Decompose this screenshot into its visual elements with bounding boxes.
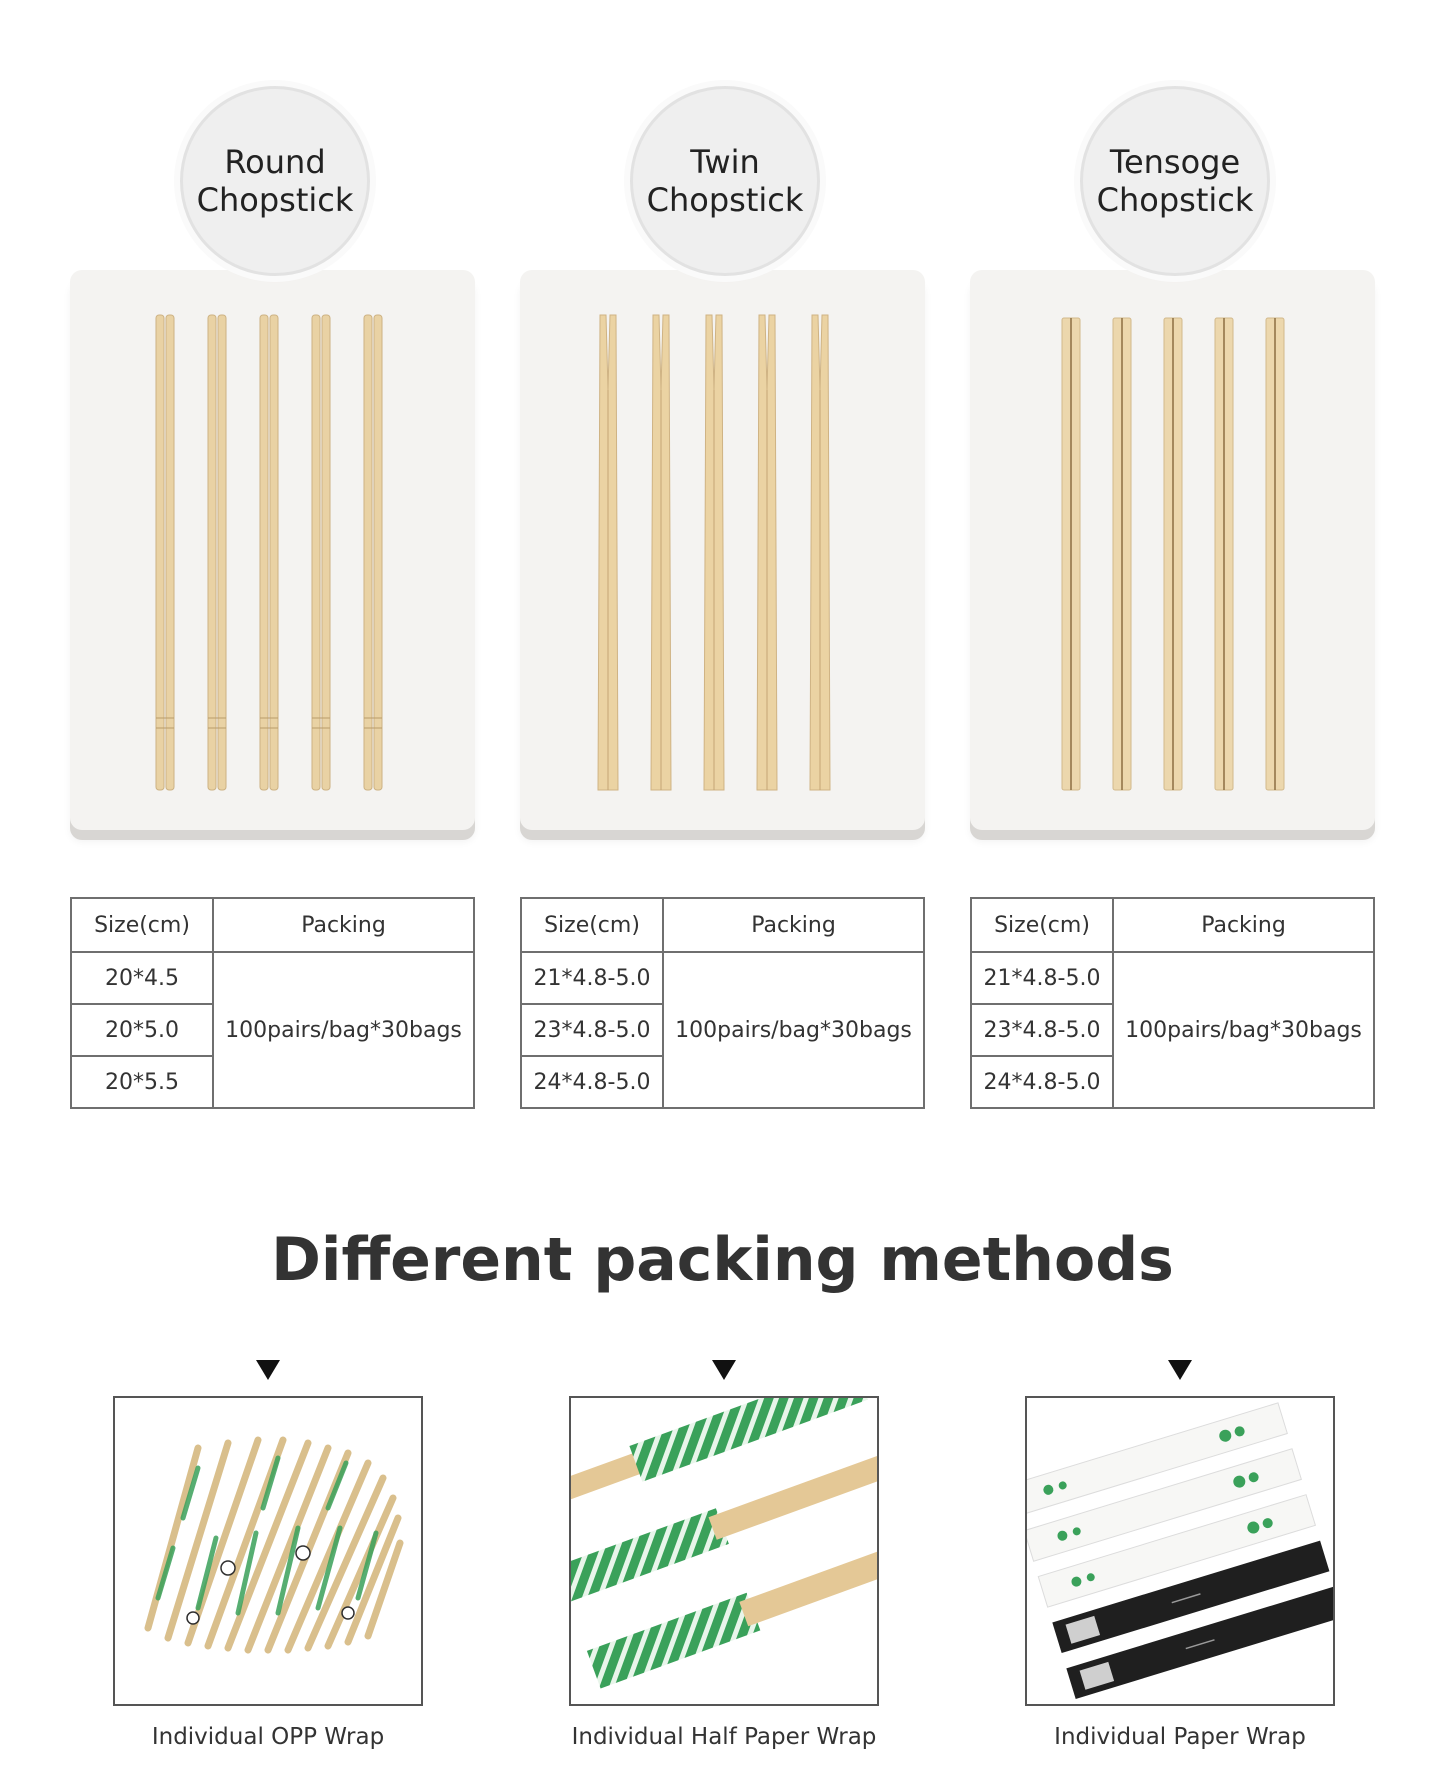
triangle-down-icon: [256, 1360, 280, 1380]
spec-table-round: [70, 897, 475, 1109]
header-size: Size(cm): [71, 898, 213, 952]
product-badge: [180, 86, 370, 276]
badge-line2: Chopstick: [646, 181, 804, 219]
header-packing: Packing: [1113, 898, 1374, 952]
size-cell: 20*4.5: [71, 952, 213, 1004]
badge-line1: Twin: [690, 143, 760, 181]
spec-table-tensoge: [970, 897, 1375, 1109]
badge-line1: Round: [224, 143, 326, 181]
header-size: Size(cm): [971, 898, 1113, 952]
triangle-down-icon: [712, 1360, 736, 1380]
badge-line2: Chopstick: [1096, 181, 1254, 219]
size-cell: 23*4.8-5.0: [971, 1004, 1113, 1056]
tensoge-chopsticks-illustration: [970, 270, 1375, 830]
half-paper-wrap-illustration: [571, 1398, 877, 1704]
size-cell: 24*4.8-5.0: [971, 1056, 1113, 1108]
packing-caption: Individual OPP Wrap: [151, 1724, 385, 1750]
opp-wrap-illustration: [115, 1398, 421, 1704]
triangle-down-icon: [1168, 1360, 1192, 1380]
header-size: Size(cm): [521, 898, 663, 952]
badge-line1: Tensoge: [1109, 143, 1241, 181]
packing-section-title: Different packing methods: [271, 1225, 1174, 1295]
product-badge: [1080, 86, 1270, 276]
size-cell: 23*4.8-5.0: [521, 1004, 663, 1056]
header-packing: Packing: [213, 898, 474, 952]
product-badge: [630, 86, 820, 276]
packing-cell: 100pairs/bag*30bags: [663, 952, 924, 1108]
spec-table-twin: [520, 897, 925, 1109]
badge-line2: Chopstick: [196, 181, 354, 219]
twin-chopsticks-illustration: [520, 270, 925, 830]
packing-image-paper-wrap: [1025, 1396, 1335, 1706]
packing-caption: Individual Paper Wrap: [1054, 1724, 1306, 1750]
size-cell: 21*4.8-5.0: [971, 952, 1113, 1004]
size-cell: 24*4.8-5.0: [521, 1056, 663, 1108]
round-chopsticks-illustration: [70, 270, 475, 830]
product-image-twin-chopstick: [520, 270, 925, 830]
header-packing: Packing: [663, 898, 924, 952]
packing-image-opp-wrap: [113, 1396, 423, 1706]
paper-wrap-illustration: [1027, 1398, 1333, 1704]
size-cell: 20*5.0: [71, 1004, 213, 1056]
product-image-round-chopstick: [70, 270, 475, 830]
product-image-tensoge-chopstick: [970, 270, 1375, 830]
packing-cell: 100pairs/bag*30bags: [213, 952, 474, 1108]
packing-caption: Individual Half Paper Wrap: [571, 1724, 877, 1750]
size-cell: 20*5.5: [71, 1056, 213, 1108]
packing-cell: 100pairs/bag*30bags: [1113, 952, 1374, 1108]
packing-image-half-paper-wrap: [569, 1396, 879, 1706]
size-cell: 21*4.8-5.0: [521, 952, 663, 1004]
